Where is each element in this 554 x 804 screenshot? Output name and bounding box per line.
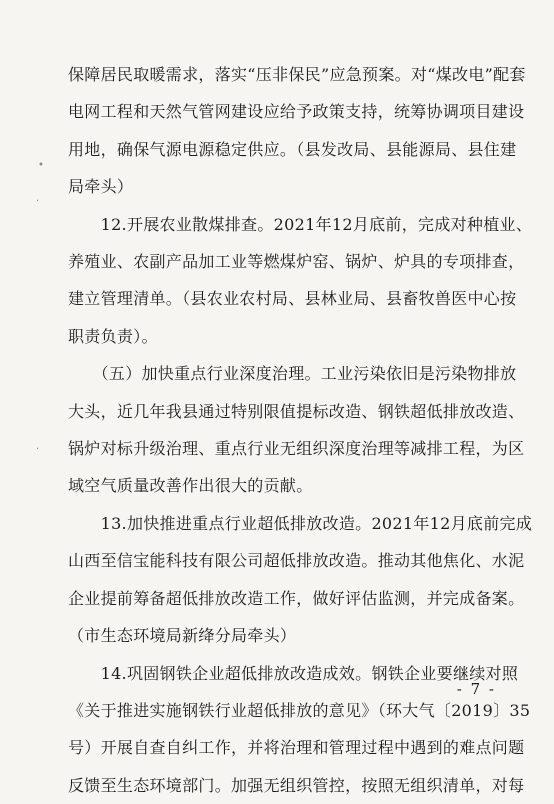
scan-mark: · bbox=[36, 196, 40, 207]
text-line: 山西至信宝能科技有限公司超低排放改造。推动其他焦化、水泥 bbox=[68, 551, 525, 571]
text-line: 局牵头） bbox=[68, 177, 134, 197]
text-line: 号）开展自查自纠工作，并将治理和管理过程中遇到的难点问题 bbox=[68, 738, 525, 758]
paragraph-text bbox=[68, 56, 533, 804]
text-line: 建立管理清单。（县农业农村局、县林业局、县畜牧兽医中心按 bbox=[68, 289, 517, 309]
scan-mark: • bbox=[38, 160, 44, 171]
text-line: 职责负责）。 bbox=[68, 326, 158, 346]
text-line: 《关于推进实施钢铁行业超低排放的意见》（环大气〔2019〕35 bbox=[68, 700, 531, 720]
text-line: （市生态环境局新绛分局牵头） bbox=[68, 626, 297, 646]
text-line: （五）加快重点行业深度治理。工业污染依旧是污染物排放 bbox=[68, 364, 517, 384]
text-line: 养殖业、农副产品加工业等燃煤炉窑、锅炉、炉具的专项排查， bbox=[68, 252, 525, 272]
text-line: 锅炉对标升级治理、重点行业无组织深度治理等减排工程，为区 bbox=[68, 439, 525, 459]
scan-mark: · bbox=[36, 444, 40, 455]
text-line: 反馈至生态环境部门。加强无组织管控，按照无组织清单，对每 bbox=[68, 775, 525, 795]
text-line: 保障居民取暖需求，落实“压非保民”应急预案。对“煤改电”配套 bbox=[68, 65, 526, 84]
text-line: 用地，确保气源电源稳定供应。（县发改局、县能源局、县住建 bbox=[68, 139, 517, 159]
text-line: 电网工程和天然气管网建设应给予政策支持，统筹协调项目建设 bbox=[68, 102, 525, 122]
text-line: 14.巩固钢铁企业超低排放改造成效。钢铁企业要继续对照 bbox=[68, 663, 519, 683]
page-number: - 7 - bbox=[456, 680, 496, 698]
document-body bbox=[68, 56, 533, 804]
text-line: 企业提前筹备超低排放改造工作，做好评估监测，并完成备案。 bbox=[68, 588, 525, 608]
text-line: 13.加快推进重点行业超低排放改造。2021年12月底前完成 bbox=[68, 513, 533, 533]
text-line: 大头，近几年我县通过特别限值提标改造、钢铁超低排放改造、 bbox=[68, 401, 525, 421]
text-line: 域空气质量改善作出很大的贡献。 bbox=[68, 476, 313, 496]
text-line: 12.开展农业散煤排查。2021年12月底前，完成对种植业、 bbox=[68, 214, 533, 234]
